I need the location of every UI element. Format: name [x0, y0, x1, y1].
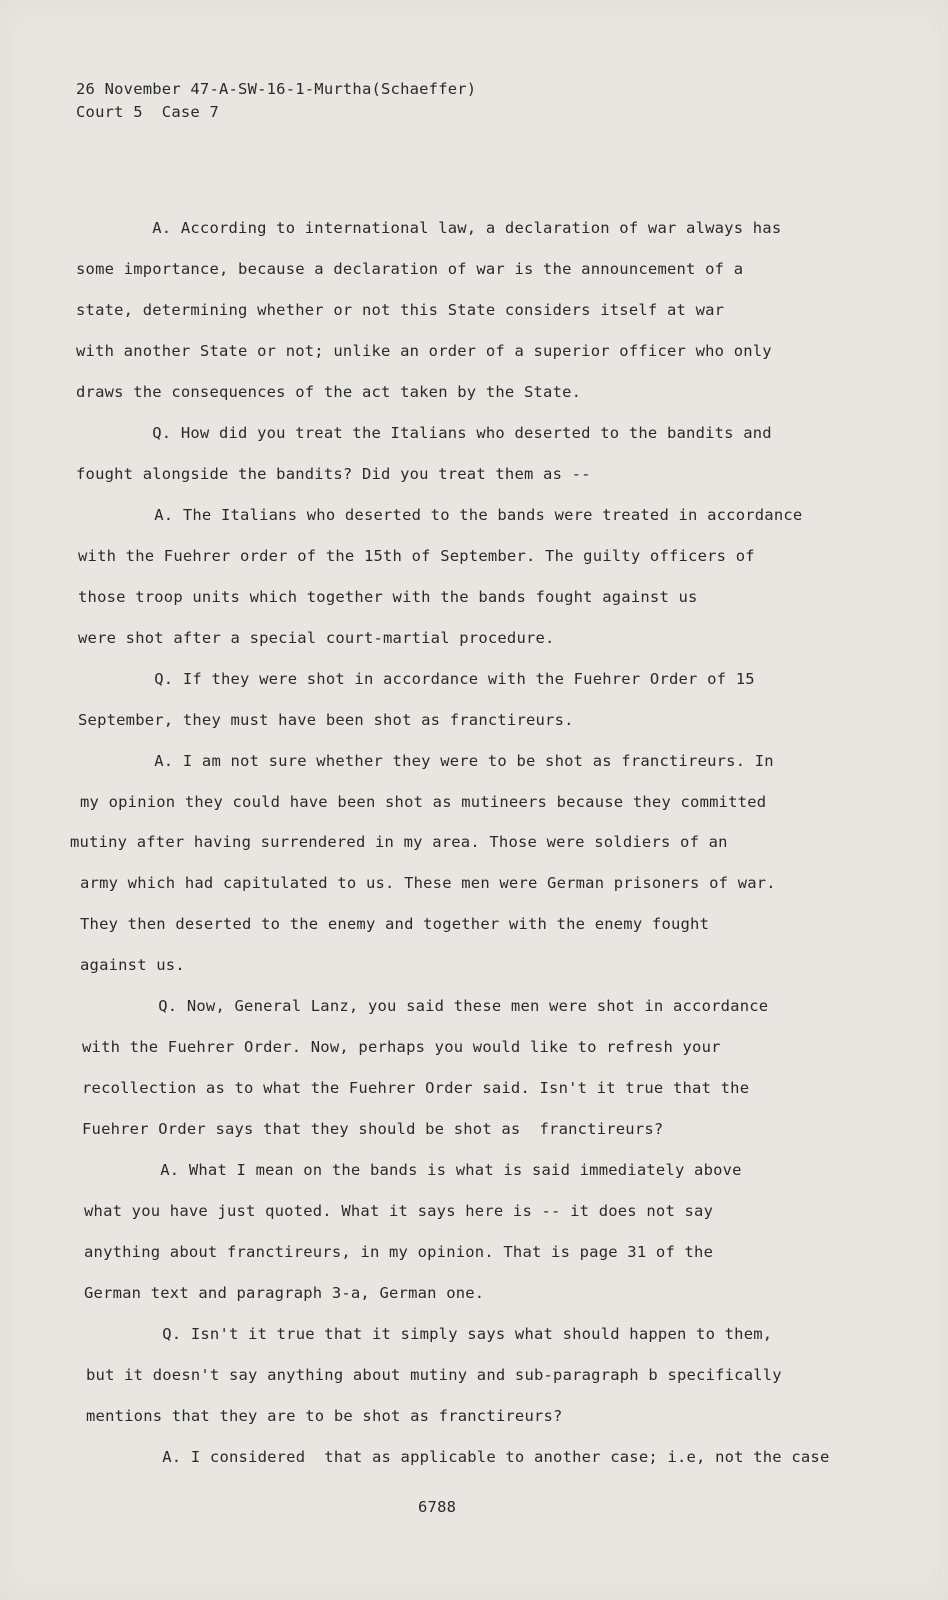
header-date-reference: 26 November 47-A-SW-16-1-Murtha(Schaeffer)	[76, 80, 477, 98]
transcript-line: A. The Italians who deserted to the bands were treated in accordance	[78, 506, 803, 524]
transcript-line: A. According to international law, a declaration of war always has	[76, 219, 782, 237]
transcript-line: recollection as to what the Fuehrer Order said. Isn't it true that the	[82, 1079, 750, 1097]
transcript-line: A. I considered that as applicable to another case; i.e, not the case	[86, 1448, 830, 1466]
transcript-line: A. I am not sure whether they were to be shot as franctireurs. In	[78, 752, 774, 770]
transcript-line: Q. Isn't it true that it simply says what should happen to them,	[86, 1325, 773, 1343]
transcript-line: against us.	[80, 956, 185, 974]
transcript-line: state, determining whether or not this State considers itself at war	[76, 301, 725, 319]
transcript-line: with the Fuehrer Order. Now, perhaps you would like to refresh your	[82, 1038, 721, 1056]
transcript-line: Q. How did you treat the Italians who deserted to the bandits and	[76, 424, 772, 442]
transcript-line: draws the consequences of the act taken by the State.	[76, 383, 582, 401]
document-header	[76, 78, 476, 124]
transcript-line: They then deserted to the enemy and together with the enemy fought	[80, 915, 710, 933]
transcript-line: Fuehrer Order says that they should be shot as franctireurs?	[82, 1120, 664, 1138]
transcript-line: were shot after a special court-martial procedure.	[78, 629, 555, 647]
transcript-line: fought alongside the bandits? Did you treat them as --	[76, 465, 591, 483]
transcript-line: what you have just quoted. What it says here is -- it does not say	[84, 1202, 714, 1220]
transcript-line: Q. Now, General Lanz, you said these men were shot in accordance	[82, 997, 769, 1015]
transcript-line: with another State or not; unlike an order of a superior officer who only	[76, 342, 772, 360]
transcript-line: German text and paragraph 3-a, German one.	[84, 1284, 485, 1302]
transcript-line: Q. If they were shot in accordance with the Fuehrer Order of 15	[78, 670, 755, 688]
transcript-line: anything about franctireurs, in my opinion. That is page 31 of the	[84, 1243, 714, 1261]
transcript-line: but it doesn't say anything about mutiny and sub-paragraph b specifically	[86, 1366, 782, 1384]
transcript-line: with the Fuehrer order of the 15th of September. The guilty officers of	[78, 547, 755, 565]
transcript-line: mentions that they are to be shot as franctireurs?	[86, 1407, 563, 1425]
transcript-line: my opinion they could have been shot as mutineers because they committed	[80, 793, 767, 811]
transcript-line: September, they must have been shot as franctireurs.	[78, 711, 574, 729]
transcript-line: those troop units which together with the bands fought against us	[78, 588, 698, 606]
transcript-line: mutiny after having surrendered in my area. Those were soldiers of an	[70, 833, 728, 851]
transcript-line: A. What I mean on the bands is what is said immediately above	[84, 1161, 742, 1179]
header-court-case: Court 5 Case 7	[76, 103, 219, 121]
transcript-line: army which had capitulated to us. These men were German prisoners of war.	[80, 874, 776, 892]
transcript-line: some importance, because a declaration of war is the announcement of a	[76, 260, 744, 278]
page-number: 6788	[418, 1498, 457, 1516]
